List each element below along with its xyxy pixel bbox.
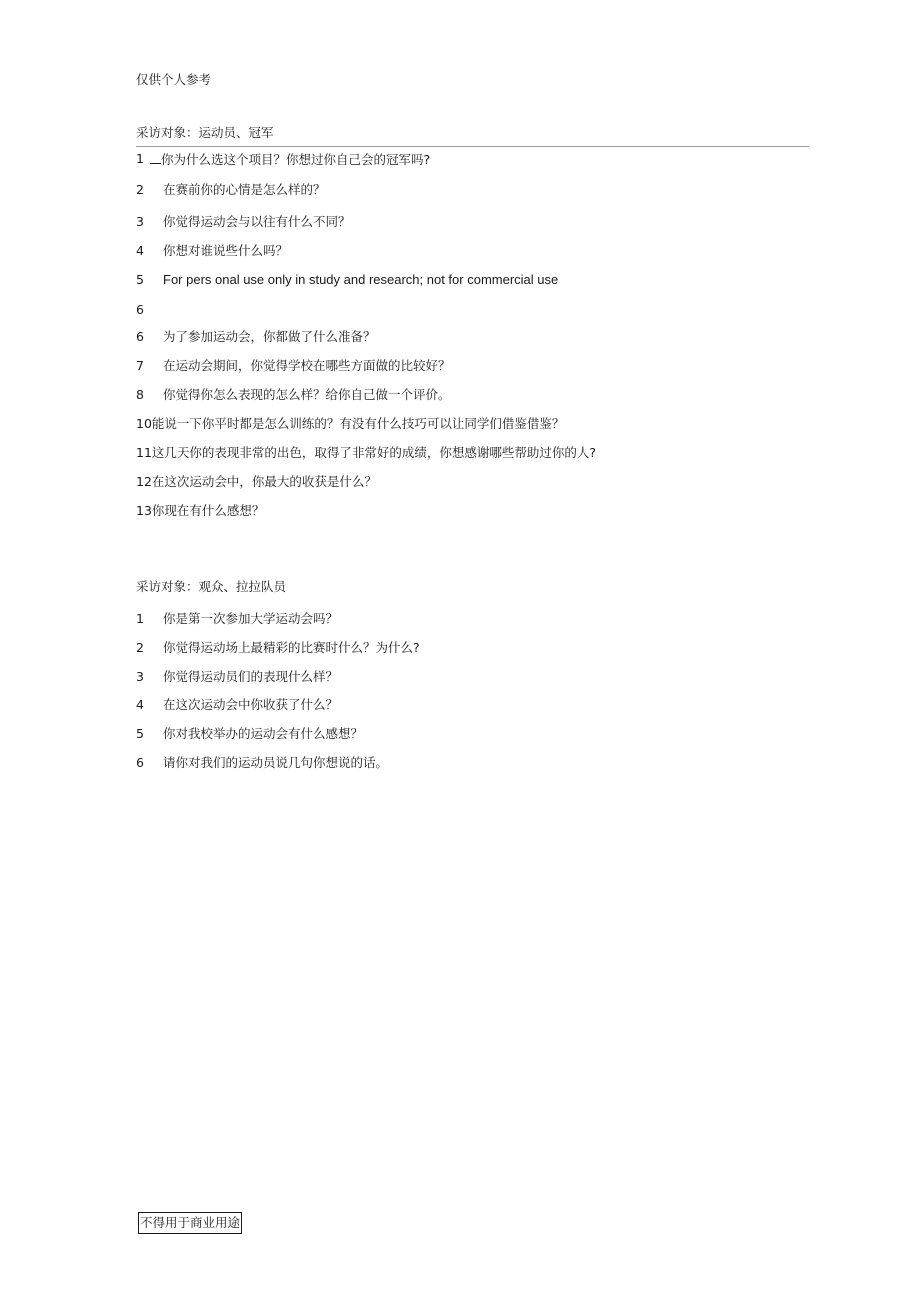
section1-item-number: 3 xyxy=(136,214,144,229)
section1-long-item: 10能说一下你平时都是怎么训练的？有没有什么技巧可以让同学们借鉴借鉴？ xyxy=(136,416,565,431)
section2-item-number: 2 xyxy=(136,640,144,655)
section1-long-item: 13你现在有什么感想？ xyxy=(136,503,265,518)
section2-item-text: 你是第一次参加大学运动会吗？ xyxy=(163,611,339,626)
section2-item-text: 你觉得运动场上最精彩的比赛时什么？为什么? xyxy=(163,640,420,655)
section2-item-number: 5 xyxy=(136,726,144,741)
section1-item-number: 6 xyxy=(136,302,144,317)
section1-item-number: 6 xyxy=(136,329,144,344)
section1-item-text: 你觉得运动会与以往有什么不同？ xyxy=(163,214,351,229)
section1-item-number: 2 xyxy=(136,182,144,197)
section2-item-number: 4 xyxy=(136,697,144,712)
section1-item-text: 在运动会期间，你觉得学校在哪些方面做的比较好？ xyxy=(163,358,451,373)
section1-item-text: 你想对谁说些什么吗？ xyxy=(163,243,289,258)
section1-item-text-watermark: For pers onal use only in study and research; not for commercial use xyxy=(163,272,559,287)
section1-divider xyxy=(136,146,809,147)
section1-item-number: 5 xyxy=(136,272,144,287)
section1-item-number: 7 xyxy=(136,358,144,373)
section2-item-text: 你对我校举办的运动会有什么感想？ xyxy=(163,726,364,741)
section2-title: 采访对象：观众、拉拉队员 xyxy=(136,579,287,594)
section2-item-number: 3 xyxy=(136,669,144,684)
section1-item-first-text: 你为什么选这个项目？你想过你自己会的冠军吗? xyxy=(161,152,431,167)
section1-item-text: 为了参加运动会，你都做了什么准备？ xyxy=(163,329,376,344)
section2-item-text: 在这次运动会中你收获了什么？ xyxy=(163,697,339,712)
section1-item-number: 4 xyxy=(136,243,144,258)
section1-long-item: 11这几天你的表现非常的出色，取得了非常好的成绩，你想感谢哪些帮助过你的人? xyxy=(136,445,597,460)
section1-item-text xyxy=(150,151,430,168)
section2-item-number: 1 xyxy=(136,611,144,626)
section2-item-number: 6 xyxy=(136,755,144,770)
section1-item-text: 你觉得你怎么表现的怎么样？给你自己做一个评价。 xyxy=(163,387,451,402)
section1-title: 采访对象：运动员、冠军 xyxy=(136,125,274,140)
footer-note: 不得用于商业用途 xyxy=(138,1212,242,1234)
header-note: 仅供个人参考 xyxy=(136,72,212,87)
section1-item-text: 在赛前你的心情是怎么样的？ xyxy=(163,182,326,197)
section1-item-number: 8 xyxy=(136,387,144,402)
section1-item-number: 1 xyxy=(136,151,144,166)
section2-item-text: 请你对我们的运动员说几句你想说的话。 xyxy=(163,755,389,770)
blank-underline xyxy=(150,151,161,164)
section2-item-text: 你觉得运动员们的表现什么样？ xyxy=(163,669,339,684)
section1-long-item: 12在这次运动会中，你最大的收获是什么？ xyxy=(136,474,377,489)
